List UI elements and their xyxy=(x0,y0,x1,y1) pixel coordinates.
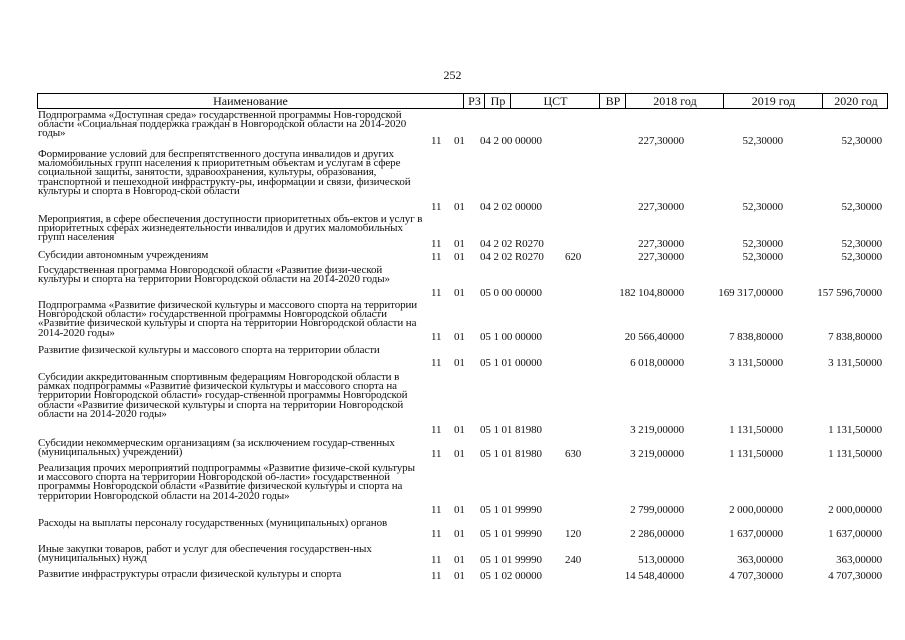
row-2019: 169 317,00000 xyxy=(718,287,783,299)
row-rz: 11 xyxy=(431,238,442,250)
row-pr: 01 xyxy=(454,570,465,582)
row-pr: 01 xyxy=(454,135,465,147)
header-vr: ВР xyxy=(599,94,626,108)
row-name: Субсидии некоммерческим организациям (за исключением государ-ственных (муниципальных) учреждений) xyxy=(38,437,395,459)
table-row xyxy=(38,215,888,250)
row-pr: 01 xyxy=(454,357,465,369)
row-2019: 1 637,00000 xyxy=(729,528,783,540)
table-row xyxy=(38,251,888,263)
row-pr: 01 xyxy=(454,238,465,250)
row-2020: 1 131,50000 xyxy=(828,424,882,436)
row-cst: 05 1 01 99990 xyxy=(480,528,542,540)
page-number: 252 xyxy=(443,68,462,82)
row-2018: 3 219,00000 xyxy=(630,448,684,460)
header-name: Наименование xyxy=(213,94,288,108)
row-2019: 2 000,00000 xyxy=(729,504,783,516)
row-name: Подпрограмма «Развитие физической культуры и массового спорта на территории Новгородской области» государственной программы Новгородской области «Развитие физической культуры и спорта на территории Новгородской области на 2014-2020 годы» xyxy=(38,299,418,339)
row-2019: 7 838,80000 xyxy=(729,331,783,343)
row-cst: 05 1 01 99990 xyxy=(480,554,542,566)
table-row xyxy=(38,570,888,582)
header-2020: 2020 год xyxy=(822,94,889,108)
row-cst: 05 1 01 81980 xyxy=(480,424,542,436)
row-2020: 52,30000 xyxy=(841,251,882,263)
row-2018: 227,30000 xyxy=(638,238,684,250)
row-2019: 52,30000 xyxy=(742,135,783,147)
row-vr: 240 xyxy=(565,554,582,566)
row-2019: 1 131,50000 xyxy=(729,424,783,436)
row-name: Формирование условий для беспрепятственного доступа инвалидов и других маломобильных групп населения к приоритетным объектам и услугам в сфере социальной защиты, занятости, здравоохранения, культуры, образования, транспортной и пешеходной инфраструкту-ры, информации и связи, физической культуры и спорта в Новгород-ской области xyxy=(38,148,411,197)
table-row xyxy=(38,373,888,436)
row-rz: 11 xyxy=(431,135,442,147)
row-pr: 01 xyxy=(454,201,465,213)
row-2018: 227,30000 xyxy=(638,135,684,147)
row-pr: 01 xyxy=(454,528,465,540)
row-pr: 01 xyxy=(454,448,465,460)
row-2020: 1 131,50000 xyxy=(828,448,882,460)
table-row xyxy=(38,439,888,460)
row-cst: 04 2 02 R0270 xyxy=(480,238,544,250)
row-name: Расходы на выплаты персоналу государственных (муниципальных) органов xyxy=(38,517,388,529)
row-2020: 52,30000 xyxy=(841,238,882,250)
row-name: Мероприятия, в сфере обеспечения доступности приоритетных объ-ектов и услуг в приоритетных сферах жизнедеятельности инвалидов и других маломобильных групп населения xyxy=(38,213,423,244)
header-cst: ЦСТ xyxy=(510,94,600,108)
table-row xyxy=(38,519,888,540)
row-cst: 05 1 02 00000 xyxy=(480,570,542,582)
row-2019: 52,30000 xyxy=(742,251,783,263)
row-cst: 05 1 01 99990 xyxy=(480,504,542,516)
row-rz: 11 xyxy=(431,528,442,540)
row-name: Субсидии автономным учреждениям xyxy=(38,249,209,261)
header-2019: 2019 год xyxy=(723,94,823,108)
table-row xyxy=(38,346,888,369)
row-rz: 11 xyxy=(431,201,442,213)
row-2018: 6 018,00000 xyxy=(630,357,684,369)
table-row xyxy=(38,545,888,566)
table-row xyxy=(38,111,888,147)
row-2020: 157 596,70000 xyxy=(817,287,882,299)
header-rz: РЗ xyxy=(463,94,485,108)
row-2018: 227,30000 xyxy=(638,201,684,213)
row-rz: 11 xyxy=(431,357,442,369)
row-rz: 11 xyxy=(431,424,442,436)
table-row xyxy=(38,464,888,516)
row-2018: 14 548,40000 xyxy=(624,570,684,582)
row-rz: 11 xyxy=(431,331,442,343)
row-cst: 05 1 01 81980 xyxy=(480,448,542,460)
row-rz: 11 xyxy=(431,554,442,566)
row-cst: 04 2 02 R0270 xyxy=(480,251,544,263)
row-2020: 1 637,00000 xyxy=(828,528,882,540)
row-name: Подпрограмма «Доступная среда» государственной программы Нов-городской области «Социальная поддержка граждан в Новгородской области на 2014-2020 годы» xyxy=(38,109,407,140)
row-2018: 227,30000 xyxy=(638,251,684,263)
row-vr: 630 xyxy=(565,448,582,460)
row-rz: 11 xyxy=(431,287,442,299)
row-pr: 01 xyxy=(454,287,465,299)
header-2018: 2018 год xyxy=(625,94,724,108)
row-2020: 7 838,80000 xyxy=(828,331,882,343)
row-cst: 05 1 01 00000 xyxy=(480,357,542,369)
row-2020: 52,30000 xyxy=(841,201,882,213)
row-cst: 04 2 02 00000 xyxy=(480,201,542,213)
row-pr: 01 xyxy=(454,504,465,516)
row-2018: 513,00000 xyxy=(638,554,684,566)
row-rz: 11 xyxy=(431,570,442,582)
row-2020: 3 131,50000 xyxy=(828,357,882,369)
row-2018: 20 566,40000 xyxy=(624,331,684,343)
row-2020: 363,00000 xyxy=(836,554,882,566)
table-row xyxy=(38,150,888,213)
table-header xyxy=(37,93,888,109)
row-name: Развитие инфраструктуры отрасли физической культуры и спорта xyxy=(38,568,342,580)
row-2020: 2 000,00000 xyxy=(828,504,882,516)
row-2019: 3 131,50000 xyxy=(729,357,783,369)
row-2019: 52,30000 xyxy=(742,201,783,213)
row-cst: 05 1 00 00000 xyxy=(480,331,542,343)
row-2019: 4 707,30000 xyxy=(729,570,783,582)
row-2019: 52,30000 xyxy=(742,238,783,250)
row-name: Государственная программа Новгородской области «Развитие физи-ческой культуры и спорта на территории Новгородской области на 2014-2020 годы» xyxy=(38,264,390,286)
row-name: Развитие физической культуры и массового спорта на территории области xyxy=(38,344,380,356)
row-cst: 05 0 00 00000 xyxy=(480,287,542,299)
row-2018: 182 104,80000 xyxy=(619,287,684,299)
row-2019: 1 131,50000 xyxy=(729,448,783,460)
table-row xyxy=(38,301,888,343)
row-pr: 01 xyxy=(454,424,465,436)
table-row xyxy=(38,266,888,299)
row-pr: 01 xyxy=(454,251,465,263)
row-rz: 11 xyxy=(431,251,442,263)
row-name: Субсидии аккредитованным спортивным федерациям Новгородской области в рамках подпрограммы «Развитие физической культуры и массового спорта на территории Новгородской области» государ-ственной программы Новгородской области «Развитие физической культуры и спорта на территории Новгородской области на 2014-2020 годы» xyxy=(38,371,408,420)
row-2019: 363,00000 xyxy=(737,554,783,566)
row-2018: 2 286,00000 xyxy=(630,528,684,540)
row-pr: 01 xyxy=(454,331,465,343)
row-pr: 01 xyxy=(454,554,465,566)
row-cst: 04 2 00 00000 xyxy=(480,135,542,147)
row-vr: 620 xyxy=(565,251,582,263)
row-2018: 2 799,00000 xyxy=(630,504,684,516)
row-rz: 11 xyxy=(431,504,442,516)
header-pr: Пр xyxy=(484,94,511,108)
row-rz: 11 xyxy=(431,448,442,460)
row-2018: 3 219,00000 xyxy=(630,424,684,436)
row-2020: 52,30000 xyxy=(841,135,882,147)
row-2020: 4 707,30000 xyxy=(828,570,882,582)
row-name: Иные закупки товаров, работ и услуг для обеспечения государствен-ных (муниципальных) нужд xyxy=(38,543,372,565)
row-name: Реализация прочих мероприятий подпрограммы «Развитие физиче-ской культуры и массового спорта на территории Новгородской об-ласти» государственной программы Новгородской области «Развитие физической культуры и спорта на территории Новгородской области на 2014-2020 годы» xyxy=(38,462,415,502)
row-vr: 120 xyxy=(565,528,582,540)
